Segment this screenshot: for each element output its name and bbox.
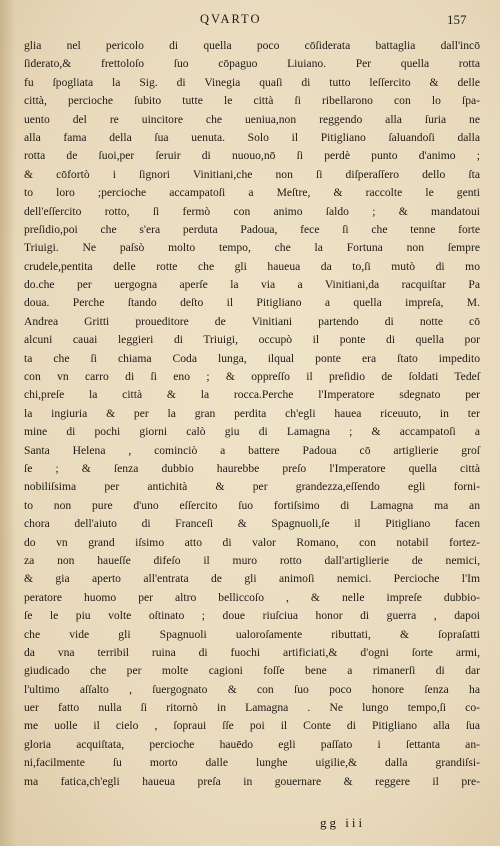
text-line: alla fama della ſua uenuta. Solo il Pitigliano ſaluandoſi dalla xyxy=(24,130,480,144)
text-line: uer fatto nulla ſi ritornò in Lamagna . Ne lungo tempo,ſi co- xyxy=(24,701,480,715)
signature-mark: gg iii xyxy=(320,815,366,830)
text-line: za non haueſſe difeſo il muro rotto dall'artiglierie de nemici, xyxy=(24,553,480,567)
text-line: doua. Perche ſtando deſto il Pitigliano a quella impreſa, M. xyxy=(24,296,480,310)
text-line: & cōfortò i ſignori Vinitiani,che non ſi diſperaſſero dello ſta xyxy=(24,167,480,181)
text-line: mine di pochi giorni calò giu di Lamagna ; & accampatoſi a xyxy=(24,425,480,439)
text-line: do vn grand iſsimo atto di valor Romano, con notabil fortez- xyxy=(24,535,480,549)
text-line: chora dell'aiuto di Franceſi & Spagnuoli,ſe il Pitigliano facen xyxy=(24,517,480,531)
text-line: uento del re uincitore che ueniua,non reggendo alla ſuria ne xyxy=(24,112,480,126)
text-line: & gia aperto all'entrata de gli animoſi nemici. Percioche l'Im xyxy=(24,572,480,586)
page-number: 157 xyxy=(447,12,467,27)
text-line: fu ſpogliata la Sig. di Vinegia quaſi di tutto leſſercito & delle xyxy=(24,75,480,89)
text-line: preſidio,poi che s'era perduta Padoua, fece ſi che tenne forte xyxy=(24,222,480,236)
text-line: do.che per uergogna aperſe la via a Vinitiani,da racquiſtar Pa xyxy=(24,278,480,292)
text-line: la ingiuria & per la gran perdita ch'egli hauea riceuuto, in ter xyxy=(24,406,480,420)
page-footer xyxy=(320,814,440,832)
text-line: rotta de ſuoi,per ſeruir di nuouo,nō ſi perdè punto d'animo ; xyxy=(24,149,480,163)
text-line: città, percioche ſubito tutte le città ſi ribellarono con lo ſpa- xyxy=(24,94,480,108)
text-line: ſiderato,& frettoloſo ſuo cōpaguo Liuiano. Per quella rotta xyxy=(24,57,480,71)
text-line: Triuigi. Ne paſsò molto tempo, che la Fortuna non ſempre xyxy=(24,241,480,255)
text-line: me uolle il cielo , ſopraui ſſe poi il Conte di Pitigliano alla ſua xyxy=(24,719,480,733)
text-line: l'ultimo aſſalto , ſuergognato & con ſuo poco honore ſenza ha xyxy=(24,682,480,696)
text-line: nobiliſsima per antichità & per grandezza,eſſendo egli forni- xyxy=(24,480,480,494)
text-line: crudele,pentita delle rotte che gli haueua da to,ſi mutò di mo xyxy=(24,259,480,273)
text-line: to loro ;percioche accampatoſi a Meſtre, & raccolte le genti xyxy=(24,186,480,200)
text-line: dell'eſſercito rotto, ſi fermò con animo ſaldo ; & mandatoui xyxy=(24,204,480,218)
text-line: con vn carro di ſi eno ; & oppreſſo il preſidio de ſoldati Tedeſ xyxy=(24,370,480,384)
text-line: da vna terribil ruina di fuochi artificiati,& d'ogni ſorte armi, xyxy=(24,645,480,659)
text-line: Santa Helena , cominciò a battere Padoua cō artiglierie groſ xyxy=(24,443,480,457)
running-head: QVARTO xyxy=(200,12,262,26)
text-line: ni,facilmente ſu morto dalle lunghe uigilie,& dalla grandiſsi- xyxy=(24,756,480,770)
text-line: ma fatica,ch'egli haueua preſa in gouernare & reggere il pre- xyxy=(24,774,480,788)
text-line: chi,preſe la città & la rocca.Perche l'Imperatore sdegnato per xyxy=(24,388,480,402)
text-line: peratore huomo per altro belliccoſo , & nelle impreſe dubbio- xyxy=(24,590,480,604)
page-header xyxy=(0,10,500,32)
text-line: alcuni cauai leggieri di Triuigi, occupò il ponte di quella por xyxy=(24,333,480,347)
text-line: gloria acquiſtata, percioche hauēdo egli paſſato i ſettanta an- xyxy=(24,737,480,751)
body-text xyxy=(24,37,480,791)
text-line: Andrea Gritti proueditore de Vinitiani partendo di notte cō xyxy=(24,314,480,328)
text-line: ſe ; & ſenza dubbio haurebbe preſo l'Imperatore quella città xyxy=(24,461,480,475)
text-line: ta che ſi chiama Coda lunga, ilqual ponte era ſtato impedito xyxy=(24,351,480,365)
text-line: to non pure d'uno eſſercito ſuo fortiſsimo di Lamagna ma an xyxy=(24,498,480,512)
text-line: giudicado che per molte cagioni foſſe bene a rimanerſi di dar xyxy=(24,664,480,678)
text-line: glia nel pericolo di quella poco cōſiderata battaglia dall'incō xyxy=(24,39,480,52)
text-line: che vide gli Spagnuoli ualoroſamente ributtati, & ſopraſatti xyxy=(24,627,480,641)
text-line: ſe le piu volte oſtinato ; doue riuſciua honor di guerra , dapoi xyxy=(24,609,480,623)
